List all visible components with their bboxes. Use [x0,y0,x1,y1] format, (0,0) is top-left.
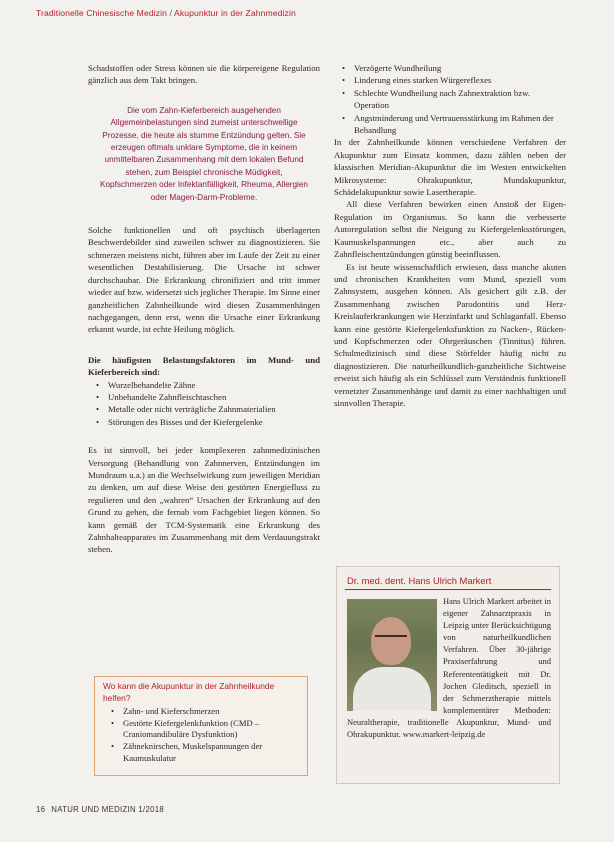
body-paragraph-4: All diese Verfahren bewirken einen Anstoß der Eigen-Regulation im Organismus. So kann die verbesserte Autoregulation selbst die Neigung zu Kiefergelenksstörungen, Kaumuskelspannungen etc., aber auch zu Zahnfleischentzündungen günstig beeinflussen. [334,199,566,260]
photo-glasses [375,635,407,643]
right-column [334,62,566,409]
magazine-issue: NATUR UND MEDIZIN 1/2018 [51,805,165,814]
author-bio: Hans Ulrich Markert arbeitet in eigener Zahnarztpraxis in Leipzig unter Berücksichtigung von naturheilkundlichen Verfahren. Über 30-jährige Praxiserfahrung und Referententätigkeit mit Dr. Jochen Gleditsch, speziell in der Schmerztherapie mittels komplementärer Methoden: Neuraltherapie, traditionelle Akupunktur, Mund- und Ohrakupunktur. www.markert-leipzig.de [347,596,551,740]
author-name: Dr. med. dent. Hans Ulrich Markert [347,575,492,586]
body-paragraph-2: Es ist sinnvoll, bei jeder komplexeren zahnmedizinischen Versorgung (Behandlung von Zahnnerven, Entzündungen im Mundraum u.a.) an die Wechselwirkung zum jeweiligen Meridian zu denken, um auf diese Weise den gestörten Energiefluss zu regulieren und den „wahren“ Ursachen der Erkrankung auf den Grund zu gehen, die fernab vom Fachgebiet liegen können. So kann gemäß der TCM-Systematik eine Erkrankung des Zahnhalteapparates im Zusammenhang mit dem Verdauungstrakt stehen. [88,445,320,555]
left-column [88,62,320,556]
pull-quote: Die vom Zahn-Kieferbereich ausgehenden Allgemeinbelastungen sind zumeist unterschwellige Prozesse, die heute als stumme Entzündung gelten. Sie erzeugen oftmals unklare Symptome, die in keinem unmittelbaren Zusammenhang mit dem lokalen Befund stehen, zum Beispiel chronische Müdigkeit, Kopfschmerzen oder Infektanfälligkeit, Rheuma, Allergien oder Magen-Darm-Probleme. [100,105,308,202]
page-number: 16 [36,805,46,814]
list-item: • Metalle oder nicht verträgliche Zahnmaterialien [100,403,320,415]
list-item: • Störungen des Bisses und der Kiefergelenke [100,416,320,428]
acupuncture-help-box [94,676,308,776]
header-section: Traditionelle Chinesische Medizin [36,8,167,18]
header-topic: Akupunktur in der Zahnmedizin [174,8,296,18]
burden-factors-list [88,379,320,429]
box-title: Wo kann die Akupunktur in der Zahnheilkunde helfen? [103,681,275,703]
list-item: • Zähneknirschen, Muskelspannungen der Kaumuskulatur [115,741,299,764]
list-item: • Unbehandelte Zahnfleischtaschen [100,391,320,403]
list-item: • Zahn- und Kieferschmerzen [115,706,299,718]
box-list [103,706,299,764]
photo-shirt [353,667,431,711]
list-item: • Angstminderung und Vertrauensstärkung im Rahmen der Behandlung [346,112,566,137]
list-item: • Gestörte Kiefergelenkfunktion (CMD – Craniomandibuläre Dysfunktion) [115,718,299,741]
body-paragraph-3: In der Zahnheilkunde können verschiedene Verfahren der Akupunktur zum Einsatz kommen, dazu zählen neben der klassischen Meridian-Akupunktur die im Westen entwickelten Mikrosysteme: Ohrakupunktur, Mundakupunktur, Schädelakupunktur sowie Lasertherapie. [334,137,566,198]
author-divider [345,589,551,590]
body-paragraph-5: Es ist heute wissenschaftlich erwiesen, dass manche akuten und chronischen Krankheiten vom Mund, speziell vom Zahnsystem, ausgehen können. Als gesichert gilt z.B. der Zusammenhang zwischen Parodontitis und Herz-Kreislauferkrankungen wie Herzinfarkt und Schlaganfall. Ebenso kann eine gestörte Kiefergelenksfunktion zu Nacken-, Rücken- und Kopfschmerzen oder Ohrgeräuschen (Tinnitus) führen. Schulmedizinisch sind diese Störfelder häufig nicht zu diagnostizieren. Die naturheilkundlich-ganzheitliche Sichtweise erweist sich häufig als ein Schlüssel zum Verständnis funktionell vernetzter Zusammenhänge und damit zu einer nachhaltigen und sinnvollen Therapie. [334,261,566,408]
author-box [336,566,560,784]
list-item: • Linderung eines starken Würgereflexes [346,74,566,86]
burden-factors-title: Die häufigsten Belastungsfaktoren im Mund- und Kieferbereich sind: [88,354,320,378]
intro-paragraph: Schadstoffen oder Stress können sie die körpereigene Regulation gänzlich aus dem Takt bringen. [88,63,320,86]
list-item: • Wurzelbehandelte Zähne [100,379,320,391]
page-footer [36,805,164,814]
continued-list [334,62,566,136]
author-photo [347,599,437,711]
running-header [36,8,596,18]
header-separator: / [167,8,174,18]
list-item: • Verzögerte Wundheilung [346,62,566,74]
body-paragraph-1: Solche funktionellen und oft psychisch überlagerten Beschwerdebilder sind zuweilen schwer zu diagnostizieren. Sie schmerzen meistens nicht, führen aber im Laufe der Zeit zu einer wesentlichen Destabilisierung. Die Ursache ist schwer durchschaubar. Die Erkrankung chronifiziert und tritt immer wieder auf bzw. widersetzt sich jeglicher Therapie. Im Sinne einer ganzheitlichen Zahnheilkunde wird diesen Zusammenhängen nachgegangen, denn erst, wenn die Ursache einer Erkrankung erkannt wurde, ist echte Heilung möglich. [88,225,320,335]
list-item: • Schlechte Wundheilung nach Zahnextraktion bzw. Operation [346,87,566,112]
burden-factors-block [88,354,320,428]
